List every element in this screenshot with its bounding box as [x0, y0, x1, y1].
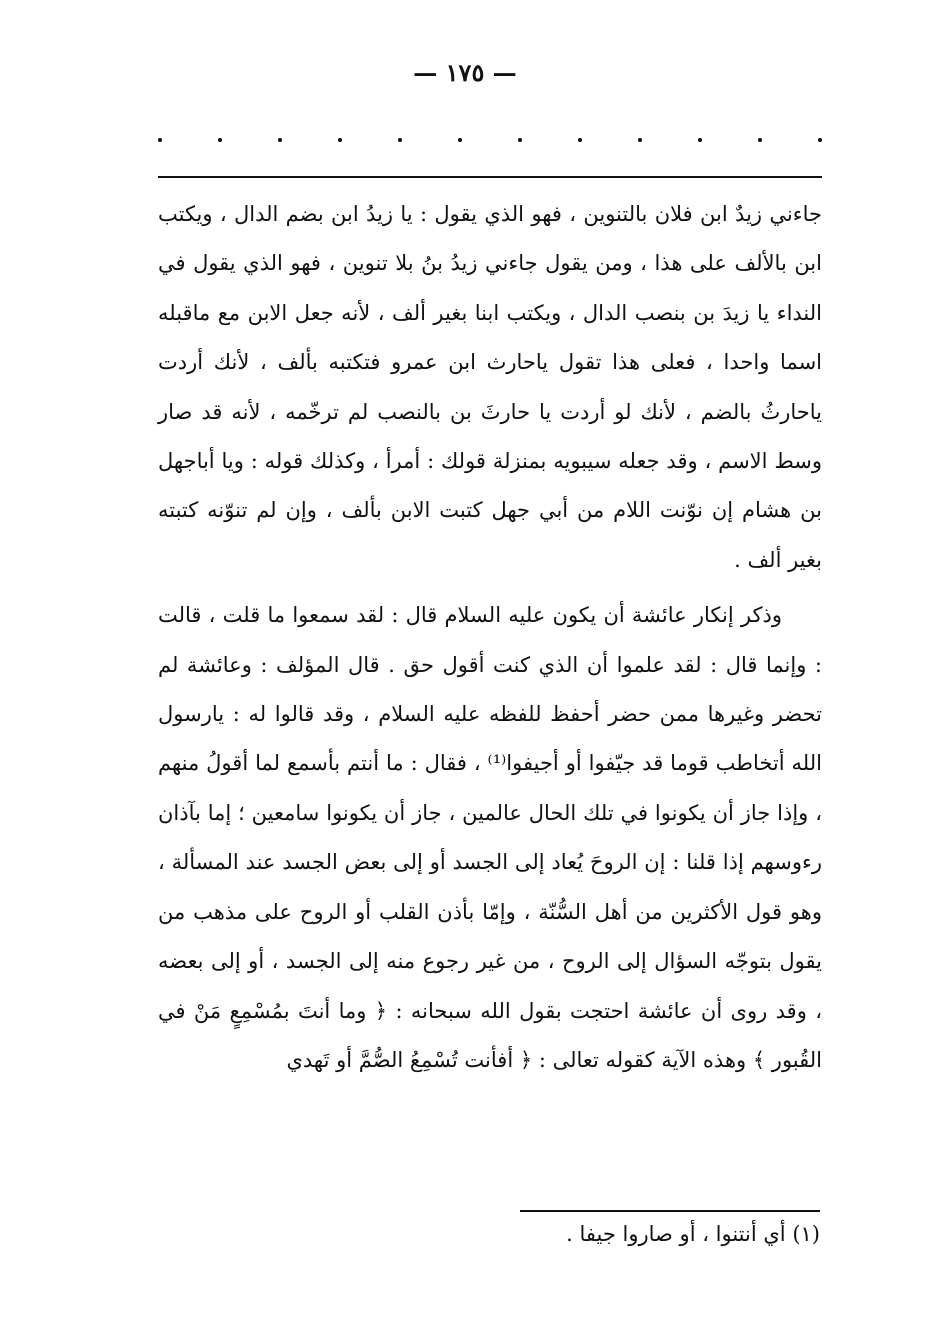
- dot: [158, 138, 162, 142]
- dot: [278, 138, 282, 142]
- page-number: — ١٧٥ —: [413, 58, 517, 87]
- footnote-rule: [520, 1210, 820, 1212]
- paragraph-2: وذكر إنكار عائشة أن يكون عليه السلام قال : لقد سمعوا ما قلت ، قالت : وإنما قال : لقد علموا أن الذي كنت أقول حق . قال المؤلف : وعائشة لم تحضر وغيرها ممن حضر أحفظ للفظه عليه السلام ، وقد قالوا له : يارسول الله أتخاطب قوما قد جيّفوا أو أجيفوا⁽¹⁾ ، فقال : ما أنتم بأسمع لما أقولُ منهم ، وإذا جاز أن يكونوا في تلك الحال عالمين ، جاز أن يكونوا سامعين ؛ إما بآذان رءوسهم إذا قلنا : إن الروحَ يُعاد إلى الجسد أو إلى بعض الجسد عند المسألة ، وهو قول الأكثرين من أهل السُّنّة ، وإمّا بأذن القلب أو الروح على مذهب من يقول بتوجّه السؤال إلى الروح ، من غير رجوع منه إلى الجسد ، أو إلى بعضه ، وقد روى أن عائشة احتجت بقول الله سبحانه : ﴿ وما أنتَ بمُسْمِعٍ مَنْ في القُبور ﴾ وهذه الآية كقوله تعالى : ﴿ أفأنت تُسْمِعُ الصُّمَّ أو تَهدي: [158, 603, 822, 1072]
- dot: [578, 138, 582, 142]
- dot: [398, 138, 402, 142]
- decorative-dot-row: [158, 138, 822, 142]
- main-text: [158, 190, 822, 1085]
- dot: [338, 138, 342, 142]
- dot: [218, 138, 222, 142]
- dot: [818, 138, 822, 142]
- dot: [698, 138, 702, 142]
- dot: [638, 138, 642, 142]
- dot: [458, 138, 462, 142]
- dot: [518, 138, 522, 142]
- header-rule: [158, 176, 822, 178]
- dot: [758, 138, 762, 142]
- footnote: (١) أي أنتنوا ، أو صاروا جيفا .: [566, 1222, 820, 1246]
- paragraph-1: جاءني زيدٌ ابن فلان بالتنوين ، فهو الذي يقول : يا زيدُ ابن بضم الدال ، ويكتب ابن بالألف على هذا ، ومن يقول جاءني زيدُ بنُ بلا تنوين ، فهو الذي يقول في النداء يا زيدَ بن بنصب الدال ، ويكتب ابنا بغير ألف ، لأنه جعل الابن مع ماقبله اسما واحدا ، فعلى هذا تقول ياحارث ابن عمرو فتكتبه بألف ، لأنك أردت ياحارثُ بالضم ، لأنك لو أردت يا حارثَ بن بالنصب لم ترخّمه ، لأنه قد صار وسط الاسم ، وقد جعله سيبويه بمنزلة قولك : أمرأ ، وكذلك قوله : ويا أباجهل بن هشام إن نوّنت اللام من أبي جهل كتبت الابن بألف ، وإن لم تنوّنه كتبته بغير ألف .: [158, 202, 822, 572]
